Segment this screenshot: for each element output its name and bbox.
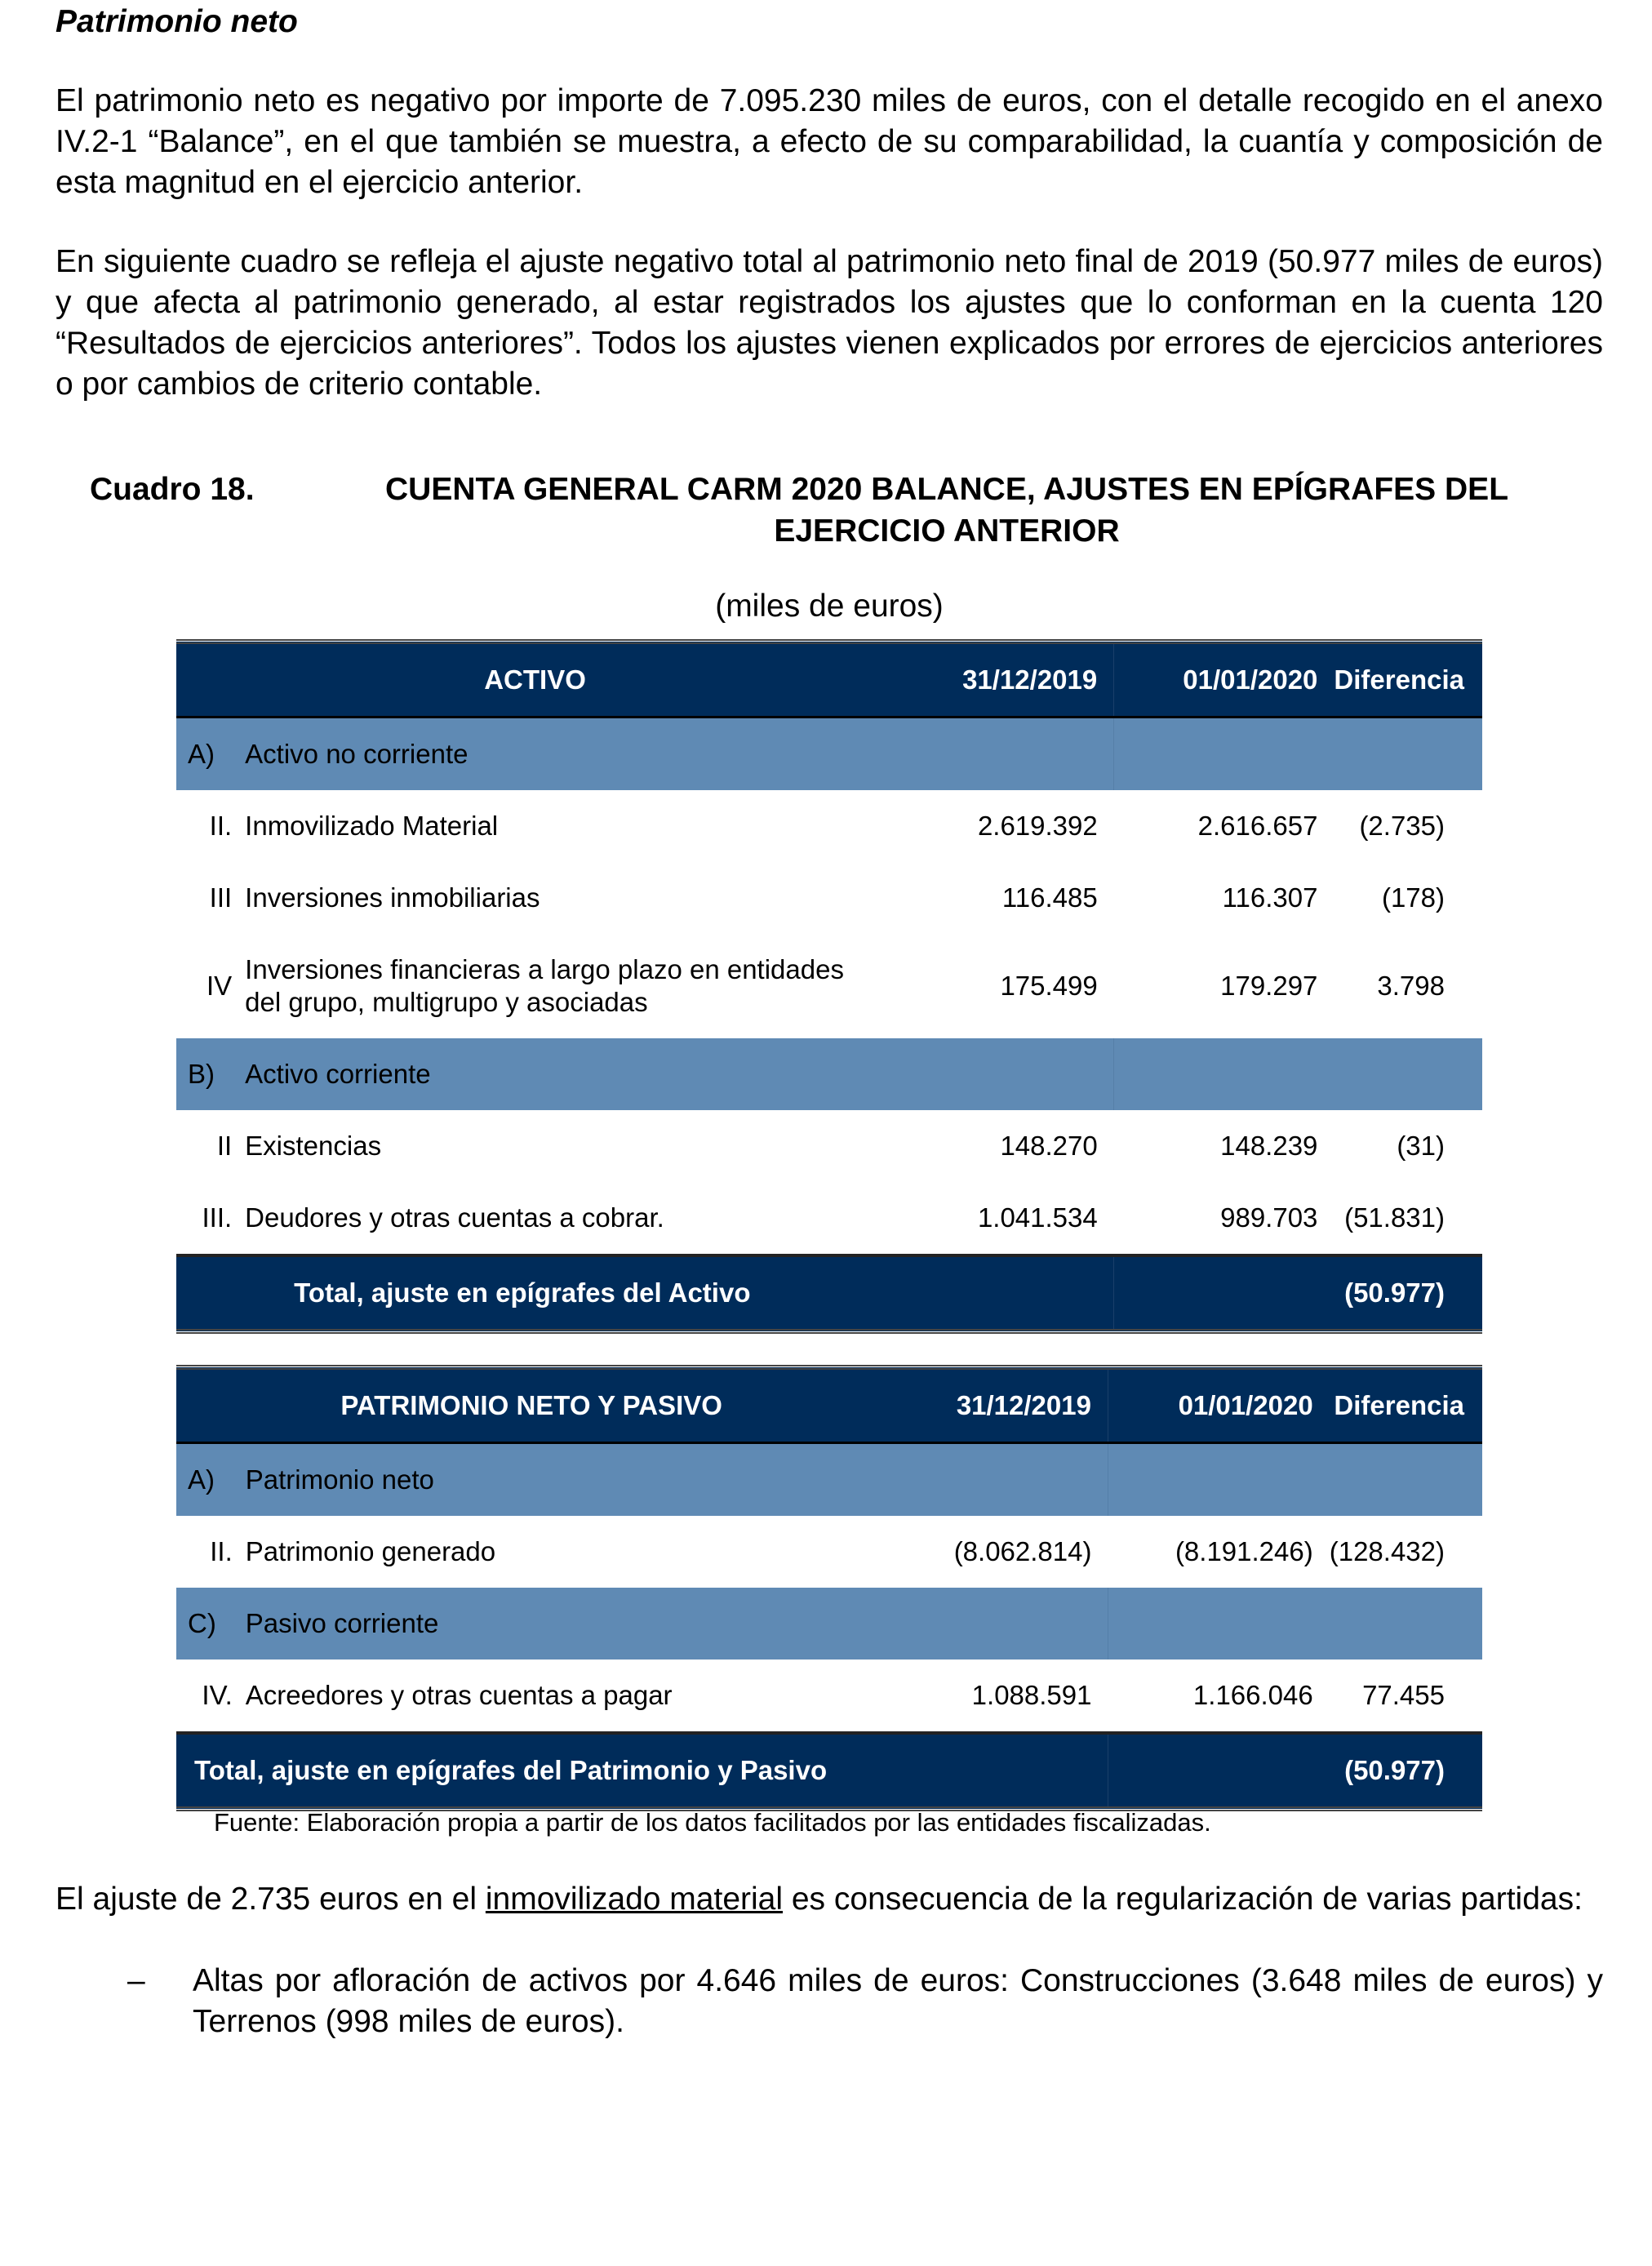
table-row: [176, 1182, 1482, 1255]
section-label: Patrimonio neto: [246, 1443, 887, 1517]
table-row: [176, 1110, 1482, 1182]
value-2020: 1.166.046: [1192, 1680, 1313, 1710]
value-2019: 148.270: [1000, 1131, 1098, 1161]
list-item: [56, 1961, 1603, 2042]
paragraph-1: El patrimonio neto es negativo por importe de 7.095.230 miles de euros, con el detalle recogido en el anexo IV.2-1 “Balance”, en el que también se muestra, a efecto de su comparabilidad, la cuantía y composición de esta magnitud en el ejercicio anterior.: [56, 83, 1603, 200]
section-row: [176, 718, 1482, 791]
section-label: Activo no corriente: [245, 718, 894, 791]
row-label: Inversiones inmobiliarias: [245, 882, 540, 913]
section-row: [176, 1588, 1482, 1660]
total-label: Total, ajuste en epígrafes del Patrimonio y Pasivo: [176, 1733, 1108, 1809]
row-label: Inversiones financieras a largo plazo en entidades del grupo, multigrupo y asociadas: [245, 954, 844, 1017]
col-header-diferencia: Diferencia: [1330, 1367, 1482, 1443]
col-header-activo: ACTIVO: [176, 642, 894, 718]
source-note: Fuente: Elaboración propia a partir de los datos facilitados por las entidades fiscalizadas.: [214, 1808, 1211, 1837]
section-label: Activo corriente: [245, 1038, 894, 1110]
total-row: [176, 1733, 1482, 1809]
section-row: [176, 1443, 1482, 1517]
table-row: [176, 862, 1482, 934]
total-diferencia: (50.977): [1330, 1733, 1482, 1809]
dash-bullet-icon: –: [127, 1963, 145, 1998]
value-2019: 116.485: [1001, 882, 1098, 913]
caption-title: CUENTA GENERAL CARM 2020 BALANCE, AJUSTES EN EPÍGRAFES DEL EJERCICIO ANTERIOR: [384, 472, 1509, 549]
table-row: [176, 1660, 1482, 1733]
value-2020: 2.616.657: [1197, 811, 1318, 841]
total-diferencia: (50.977): [1334, 1255, 1482, 1331]
col-header-2020: 01/01/2020: [1108, 1367, 1329, 1443]
underlined-term: inmovilizado material: [485, 1882, 784, 1917]
row-number: II.: [210, 1536, 233, 1566]
value-2019: 1.041.534: [977, 1202, 1098, 1233]
value-diferencia: (31): [1397, 1131, 1445, 1161]
section-label: Pasivo corriente: [246, 1588, 887, 1660]
caption-number: Cuadro 18.: [90, 472, 255, 507]
value-2019: 1.088.591: [971, 1680, 1092, 1710]
units-label: (miles de euros): [715, 589, 944, 624]
row-number: II: [216, 1131, 233, 1161]
row-number: IV: [206, 971, 233, 1001]
row-label: Inmovilizado Material: [245, 811, 499, 841]
value-2019: (8.062.814): [953, 1536, 1092, 1566]
row-number: IV.: [202, 1680, 233, 1710]
value-2020: 179.297: [1220, 971, 1318, 1001]
value-diferencia: (2.735): [1359, 811, 1445, 841]
section-letter: A): [176, 718, 245, 791]
row-label: Existencias: [245, 1131, 382, 1161]
row-label: Patrimonio generado: [245, 1536, 496, 1566]
row-number: III: [209, 882, 233, 913]
value-2019: 175.499: [1000, 971, 1098, 1001]
table-header: [176, 1367, 1482, 1443]
paragraph-2: En siguiente cuadro se refleja el ajuste negativo total al patrimonio neto final de 2019 (50.977 miles de euros) y que afecta al patrimonio generado, al estar registrados los ajustes que lo conforman en la cuenta 120 “Resultados de ejercicios anteriores”. Todos los ajustes vienen explicados por errores de ejercicios anteriores o por cambios de criterio contable.: [56, 244, 1603, 402]
list-item-text: Altas por afloración de activos por 4.646 miles de euros: Construcciones (3.648 miles de euros) y Terrenos (998 miles de euros).: [193, 1963, 1603, 2039]
col-header-2019: 31/12/2019: [886, 1367, 1108, 1443]
value-2020: (8.191.246): [1175, 1536, 1313, 1566]
paragraph-3: [56, 1879, 1603, 1920]
text: El ajuste de 2.735 euros en el: [56, 1882, 486, 1917]
table-row: [176, 1516, 1482, 1588]
col-header-patrimonio: PATRIMONIO NETO Y PASIVO: [176, 1367, 886, 1443]
value-2019: 2.619.392: [977, 811, 1098, 841]
activo-table: [176, 639, 1482, 1334]
table-row: [176, 790, 1482, 862]
row-number: II.: [209, 811, 233, 841]
col-header-2020: 01/01/2020: [1114, 642, 1334, 718]
section-row: [176, 1038, 1482, 1110]
text: es consecuencia de la regularización de varias partidas:: [783, 1882, 1583, 1917]
value-2020: 116.307: [1222, 882, 1318, 913]
table-caption: [90, 469, 1575, 552]
col-header-diferencia: Diferencia: [1334, 642, 1482, 718]
section-heading: Patrimonio neto: [56, 4, 298, 39]
total-label: Total, ajuste en epígrafes del Activo: [245, 1255, 1114, 1331]
patrimonio-table: [176, 1365, 1482, 1811]
value-2020: 989.703: [1220, 1202, 1318, 1233]
col-header-2019: 31/12/2019: [894, 642, 1114, 718]
value-diferencia: (178): [1381, 882, 1445, 913]
section-letter: C): [176, 1588, 246, 1660]
table-row: [176, 934, 1482, 1038]
value-2020: 148.239: [1220, 1131, 1318, 1161]
table-header: [176, 642, 1482, 718]
value-diferencia: 3.798: [1377, 971, 1445, 1001]
value-diferencia: 77.455: [1362, 1680, 1445, 1710]
section-letter: A): [176, 1443, 246, 1517]
value-diferencia: (51.831): [1344, 1202, 1445, 1233]
total-row: [176, 1255, 1482, 1331]
row-number: III.: [202, 1202, 233, 1233]
value-diferencia: (128.432): [1329, 1536, 1445, 1566]
row-label: Acreedores y otras cuentas a pagar: [245, 1680, 673, 1710]
row-label: Deudores y otras cuentas a cobrar.: [245, 1202, 664, 1233]
section-letter: B): [176, 1038, 245, 1110]
